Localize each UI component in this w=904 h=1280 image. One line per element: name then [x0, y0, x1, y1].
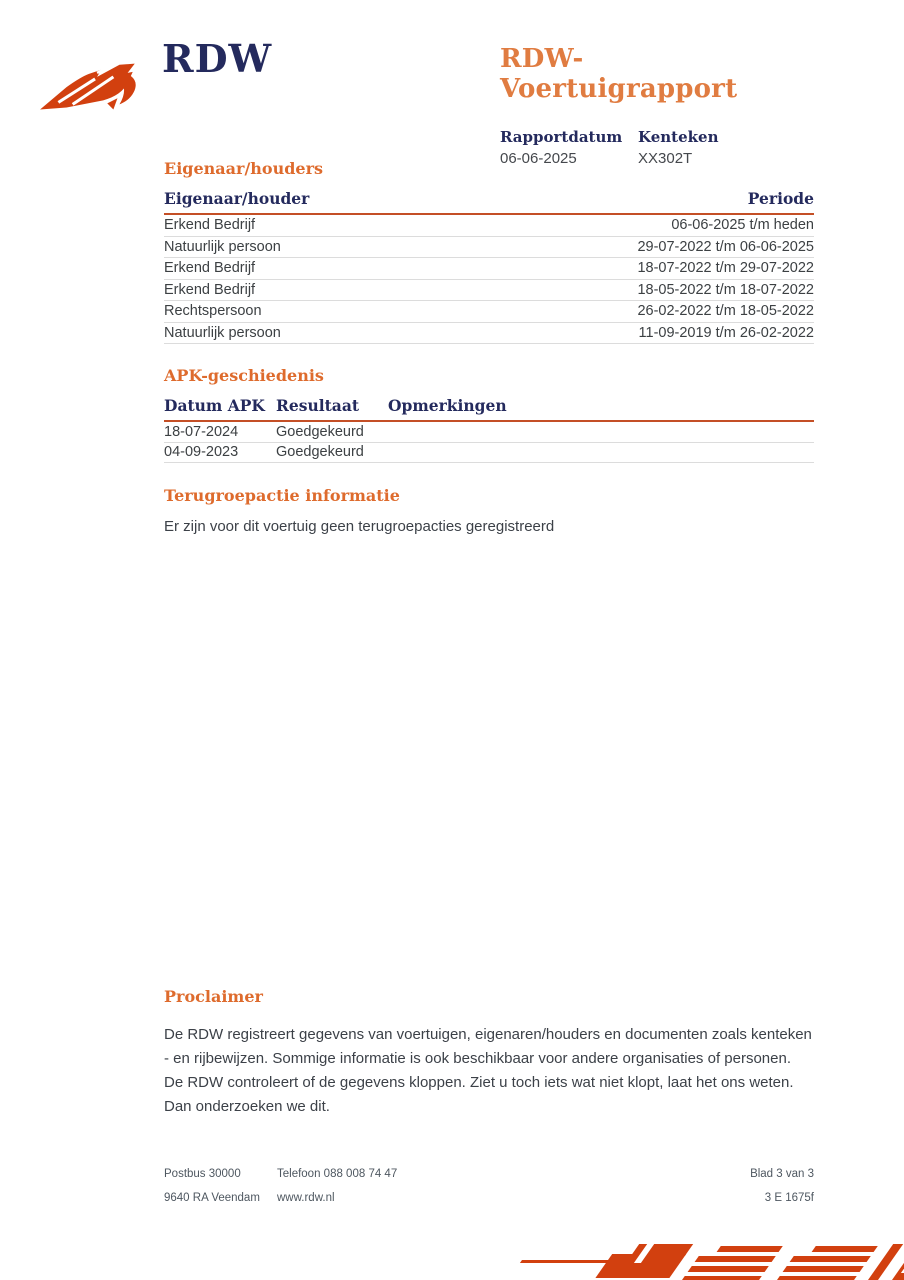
- report-date-label: Rapportdatum: [500, 128, 623, 146]
- period-cell: 06-06-2025 t/m heden: [671, 217, 814, 234]
- proclaimer-text: De RDW registreert gegevens van voertuigen, eigenaren/houders en documenten zoals kenteken - en rijbewijzen. Sommige informatie is ook beschikbaar voor andere organisaties of personen. De RDW controleert of de gegevens kloppen. Ziet u toch iets wat niet klopt, laat het ons weten. Dan onderzoeken we dit.: [164, 1026, 812, 1115]
- apk-section-heading: APK-geschiedenis: [164, 366, 324, 385]
- apk-date-cell: 04-09-2023: [164, 444, 239, 461]
- recall-section-heading: Terugroepactie informatie: [164, 486, 400, 505]
- owner-cell: Erkend Bedrijf: [164, 281, 256, 298]
- table-row: [164, 323, 814, 345]
- period-cell: 29-07-2022 t/m 06-06-2025: [637, 238, 814, 255]
- apk-result-cell: Goedgekeurd: [276, 444, 364, 461]
- table-row: [164, 215, 814, 237]
- footer-city: 9640 RA Veendam: [164, 1192, 260, 1204]
- apk-col-remarks: Opmerkingen: [388, 396, 507, 415]
- speed-lines-graphic-icon: [504, 1240, 904, 1280]
- rdw-feather-logo-icon: [36, 50, 148, 114]
- table-row: [164, 237, 814, 259]
- table-row: [164, 443, 814, 464]
- apk-col-result: Resultaat: [276, 396, 360, 415]
- table-row: [164, 258, 814, 280]
- owner-cell: Rechtspersoon: [164, 303, 262, 320]
- footer-phone: Telefoon 088 008 74 47: [277, 1168, 398, 1180]
- owners-section: [164, 159, 814, 344]
- page-footer: [164, 1168, 814, 1216]
- apk-result-cell: Goedgekeurd: [276, 423, 364, 440]
- period-cell: 18-05-2022 t/m 18-07-2022: [637, 281, 814, 298]
- footer-form-code: 3 E 1675f: [764, 1192, 814, 1204]
- license-plate-label: Kenteken: [638, 128, 719, 146]
- period-cell: 18-07-2022 t/m 29-07-2022: [637, 260, 814, 277]
- apk-history-section: [164, 366, 814, 463]
- period-cell: 26-02-2022 t/m 18-05-2022: [637, 303, 814, 320]
- page-title: RDW-Voertuigrapport: [500, 44, 738, 104]
- owners-section-heading: Eigenaar/houders: [164, 159, 324, 178]
- proclaimer-section: [164, 987, 814, 1119]
- footer-postbus: Postbus 30000: [164, 1168, 241, 1180]
- owners-col-period: Periode: [747, 189, 814, 208]
- owners-col-owner: Eigenaar/houder: [164, 189, 310, 208]
- report-date-value: 06-06-2025: [500, 150, 577, 167]
- footer-website: www.rdw.nl: [277, 1192, 335, 1204]
- recall-text: Er zijn voor dit voertuig geen terugroepacties geregistreerd: [164, 518, 555, 535]
- owner-cell: Erkend Bedrijf: [164, 260, 256, 277]
- license-plate-value: XX302T: [638, 150, 693, 167]
- proclaimer-heading: Proclaimer: [164, 987, 263, 1006]
- table-row: [164, 301, 814, 323]
- apk-date-cell: 18-07-2024: [164, 423, 239, 440]
- owner-cell: Erkend Bedrijf: [164, 217, 256, 234]
- table-row: [164, 422, 814, 443]
- rdw-logo-text: RDW: [162, 36, 273, 81]
- footer-row: [164, 1168, 814, 1192]
- footer-page-number: Blad 3 van 3: [750, 1168, 814, 1180]
- recall-section: [164, 486, 814, 535]
- owner-cell: Natuurlijk persoon: [164, 324, 281, 341]
- table-row: [164, 280, 814, 302]
- owner-cell: Natuurlijk persoon: [164, 238, 281, 255]
- apk-table-header: [164, 396, 814, 415]
- apk-col-date: Datum APK: [164, 396, 265, 415]
- report-header: [500, 44, 814, 167]
- owners-table-header: [164, 189, 814, 208]
- footer-row: [164, 1192, 814, 1216]
- period-cell: 11-09-2019 t/m 26-02-2022: [638, 324, 814, 341]
